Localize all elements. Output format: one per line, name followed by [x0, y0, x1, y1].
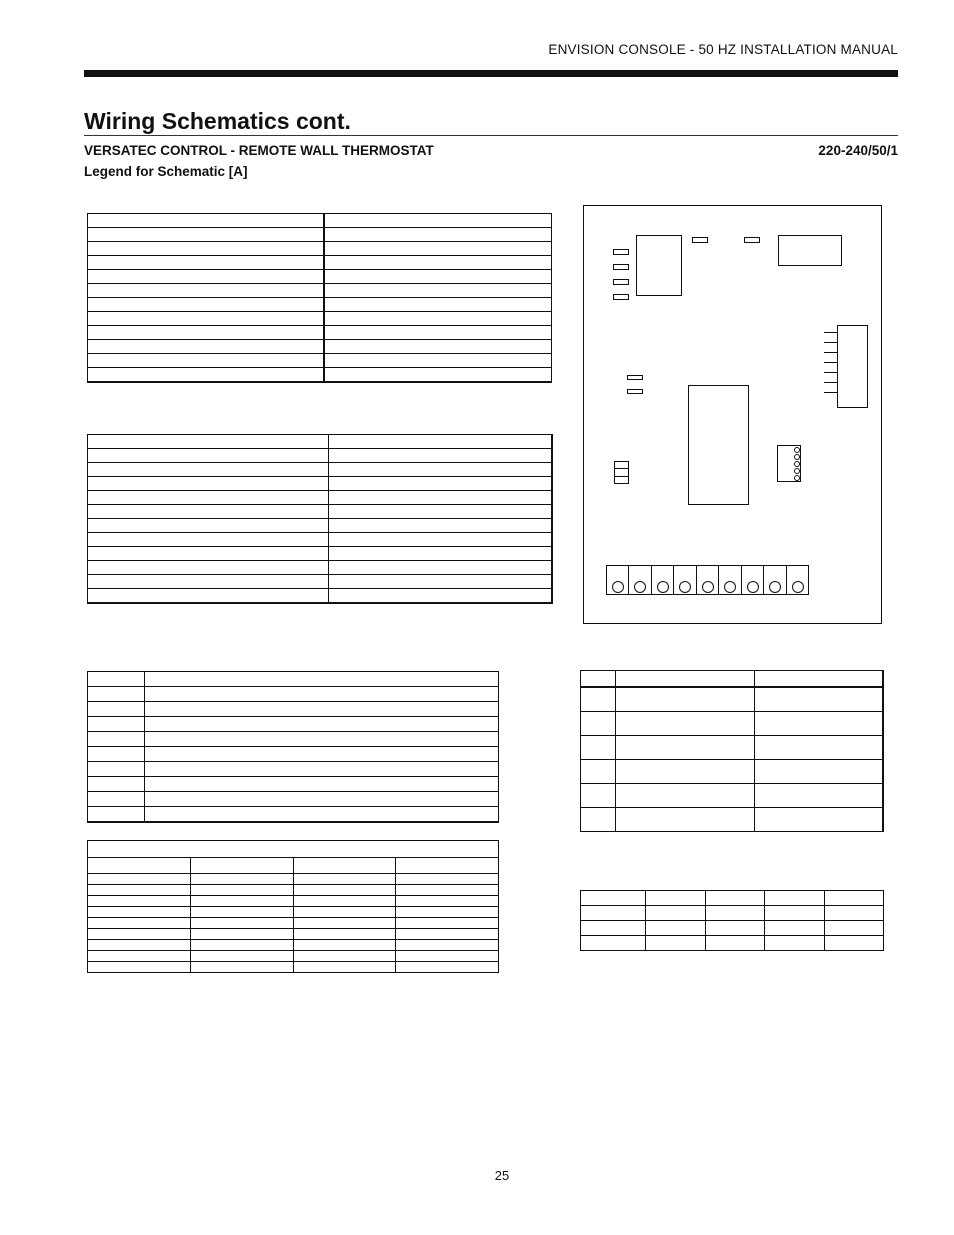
table-cell: [616, 784, 755, 808]
table-row: [88, 732, 499, 747]
table-cell: [324, 228, 552, 242]
table-cell: [88, 340, 325, 354]
table-title-cell: [88, 841, 499, 858]
board-jumper: [614, 461, 629, 484]
page-number: 25: [494, 1168, 510, 1183]
table-cell: [145, 762, 499, 777]
terminal-screw: [679, 581, 691, 593]
table-cell: [329, 505, 553, 519]
table-row: [88, 242, 552, 256]
table-header-cell: [190, 858, 293, 874]
table-row: [88, 284, 552, 298]
table-cell: [88, 547, 329, 561]
table-cell: [88, 505, 329, 519]
board-dip-toggle: [794, 475, 800, 481]
table-header-row: [88, 858, 499, 874]
board-pin: [824, 382, 837, 383]
table-cell: [88, 951, 191, 962]
legend-table-e: [580, 670, 884, 832]
table-cell: [293, 896, 396, 907]
table-cell: [581, 760, 616, 784]
table-row: [88, 505, 553, 519]
table-cell: [293, 929, 396, 940]
table-row: [88, 449, 553, 463]
table-cell: [396, 962, 499, 973]
table-cell: [88, 228, 325, 242]
table-cell: [824, 891, 884, 906]
table-cell: [324, 284, 552, 298]
board-jumper-divider: [614, 476, 629, 477]
table-cell: [145, 792, 499, 807]
table-cell: [324, 340, 552, 354]
table-cell: [88, 270, 325, 284]
table-cell: [324, 270, 552, 284]
table-cell: [324, 312, 552, 326]
table-row: [88, 762, 499, 777]
table-cell: [329, 561, 553, 575]
table-cell: [755, 760, 884, 784]
table-cell: [190, 907, 293, 918]
board-pin: [824, 372, 837, 373]
terminal-screw: [769, 581, 781, 593]
table-header-cell: [755, 671, 884, 688]
board-relay: [636, 235, 682, 296]
table-cell: [88, 907, 191, 918]
voltage-rating: 220-240/50/1: [818, 143, 898, 158]
table-cell: [705, 921, 765, 936]
table-row: [88, 533, 553, 547]
table-cell: [88, 672, 145, 687]
table-cell: [329, 477, 553, 491]
terminal-divider: [673, 565, 674, 595]
page-title: Wiring Schematics cont.: [84, 108, 351, 134]
table-cell: [324, 368, 552, 383]
table-cell: [396, 940, 499, 951]
table-row: [88, 896, 499, 907]
board-pin: [824, 392, 837, 393]
table-cell: [755, 687, 884, 712]
table-row: [88, 270, 552, 284]
table-cell: [88, 214, 325, 228]
table-cell: [88, 575, 329, 589]
table-row: [88, 491, 553, 505]
board-pin: [824, 332, 837, 333]
table-cell: [190, 885, 293, 896]
table-header-cell: [293, 858, 396, 874]
table-row: [88, 907, 499, 918]
board-connector-pin: [613, 279, 629, 285]
legend-table-b: [87, 434, 553, 604]
table-cell: [581, 906, 646, 921]
legend-table-d-body: [88, 841, 499, 973]
table-cell: [88, 326, 325, 340]
table-cell: [324, 298, 552, 312]
table-cell: [88, 435, 329, 449]
table-cell: [88, 561, 329, 575]
terminal-divider: [651, 565, 652, 595]
table-cell: [88, 807, 145, 823]
table-row: [581, 736, 884, 760]
table-cell: [145, 702, 499, 717]
table-cell: [293, 940, 396, 951]
table-cell: [396, 896, 499, 907]
table-cell: [145, 747, 499, 762]
legend-table-f: [580, 890, 884, 951]
table-cell: [396, 907, 499, 918]
table-cell: [293, 951, 396, 962]
table-cell: [88, 732, 145, 747]
table-cell: [329, 547, 553, 561]
table-cell: [324, 256, 552, 270]
table-row: [88, 368, 552, 383]
table-cell: [145, 807, 499, 823]
table-cell: [755, 808, 884, 832]
board-dip-toggle: [794, 447, 800, 453]
header-rule: [84, 70, 898, 77]
table-row: [88, 792, 499, 807]
table-row: [88, 228, 552, 242]
table-cell: [88, 940, 191, 951]
table-cell: [88, 885, 191, 896]
table-cell: [765, 906, 825, 921]
terminal-divider: [696, 565, 697, 595]
legend-table-d: [87, 840, 499, 973]
table-cell: [88, 368, 325, 383]
table-row: [88, 929, 499, 940]
board-pin: [824, 342, 837, 343]
table-cell: [705, 891, 765, 906]
table-title-row: [88, 841, 499, 858]
table-cell: [145, 777, 499, 792]
table-cell: [396, 929, 499, 940]
table-row: [581, 808, 884, 832]
table-cell: [88, 792, 145, 807]
table-row: [88, 777, 499, 792]
table-cell: [88, 477, 329, 491]
table-cell: [293, 874, 396, 885]
table-cell: [824, 906, 884, 921]
table-row: [88, 717, 499, 732]
table-cell: [824, 921, 884, 936]
table-cell: [646, 936, 706, 951]
table-row: [88, 874, 499, 885]
table-header-cell: [616, 671, 755, 688]
table-cell: [145, 672, 499, 687]
legend-heading: Legend for Schematic [A]: [84, 164, 248, 179]
board-connector-pin: [613, 249, 629, 255]
table-row: [581, 891, 884, 906]
table-cell: [329, 435, 553, 449]
table-cell: [765, 891, 825, 906]
table-cell: [646, 906, 706, 921]
table-cell: [329, 449, 553, 463]
table-cell: [190, 918, 293, 929]
table-cell: [88, 491, 329, 505]
table-row: [581, 687, 884, 712]
table-cell: [190, 951, 293, 962]
table-cell: [755, 712, 884, 736]
table-cell: [755, 736, 884, 760]
table-row: [88, 885, 499, 896]
terminal-screw: [702, 581, 714, 593]
table-row: [581, 784, 884, 808]
table-row: [88, 519, 553, 533]
table-cell: [293, 918, 396, 929]
table-cell: [646, 891, 706, 906]
table-cell: [88, 256, 325, 270]
table-cell: [581, 891, 646, 906]
table-cell: [616, 736, 755, 760]
table-row: [88, 312, 552, 326]
table-row: [88, 702, 499, 717]
table-cell: [88, 918, 191, 929]
table-cell: [329, 589, 553, 604]
board-dip-toggle: [794, 461, 800, 467]
table-cell: [88, 298, 325, 312]
table-cell: [88, 896, 191, 907]
board-pin: [824, 362, 837, 363]
table-cell: [88, 762, 145, 777]
table-row: [88, 463, 553, 477]
table-cell: [329, 463, 553, 477]
table-cell: [396, 885, 499, 896]
table-cell: [324, 242, 552, 256]
table-cell: [88, 717, 145, 732]
table-cell: [190, 929, 293, 940]
board-component: [778, 235, 842, 266]
table-cell: [190, 874, 293, 885]
table-row: [581, 760, 884, 784]
terminal-screw: [724, 581, 736, 593]
table-cell: [329, 533, 553, 547]
table-cell: [88, 449, 329, 463]
table-cell: [765, 921, 825, 936]
table-cell: [705, 936, 765, 951]
table-cell: [145, 687, 499, 702]
table-cell: [88, 589, 329, 604]
board-component: [627, 389, 643, 394]
table-row: [88, 687, 499, 702]
table-cell: [190, 940, 293, 951]
board-connector-pin: [613, 294, 629, 300]
table-row: [88, 354, 552, 368]
table-cell: [88, 463, 329, 477]
table-header-cell: [581, 671, 616, 688]
table-cell: [581, 784, 616, 808]
table-cell: [88, 929, 191, 940]
table-row: [88, 962, 499, 973]
running-header: ENVISION CONSOLE - 50 HZ INSTALLATION MANUAL: [548, 42, 898, 57]
terminal-divider: [718, 565, 719, 595]
table-cell: [616, 687, 755, 712]
table-row: [88, 256, 552, 270]
table-cell: [329, 491, 553, 505]
table-header-cell: [396, 858, 499, 874]
terminal-screw: [792, 581, 804, 593]
terminal-screw: [612, 581, 624, 593]
board-component: [627, 375, 643, 380]
board-pin: [824, 352, 837, 353]
table-cell: [581, 936, 646, 951]
table-cell: [88, 962, 191, 973]
table-row: [88, 747, 499, 762]
table-row: [581, 921, 884, 936]
table-row: [88, 477, 553, 491]
table-cell: [824, 936, 884, 951]
table-cell: [396, 951, 499, 962]
terminal-divider: [741, 565, 742, 595]
legend-table-a: [87, 213, 552, 383]
legend-table-c-body: [88, 672, 499, 823]
board-component: [692, 237, 708, 243]
table-cell: [616, 808, 755, 832]
table-cell: [88, 747, 145, 762]
table-cell: [329, 575, 553, 589]
table-cell: [88, 284, 325, 298]
table-row: [581, 906, 884, 921]
table-row: [581, 712, 884, 736]
terminal-screw: [634, 581, 646, 593]
table-cell: [145, 717, 499, 732]
terminal-divider: [763, 565, 764, 595]
board-header-connector: [837, 325, 868, 408]
table-row: [88, 951, 499, 962]
control-board-diagram: [583, 205, 882, 624]
legend-table-c: [87, 671, 499, 823]
table-cell: [581, 736, 616, 760]
board-dip-toggle: [794, 468, 800, 474]
table-cell: [88, 354, 325, 368]
title-rule: [84, 135, 898, 136]
board-component: [744, 237, 760, 243]
table-header-row: [581, 671, 884, 688]
table-cell: [88, 242, 325, 256]
table-cell: [616, 712, 755, 736]
table-header-cell: [88, 858, 191, 874]
board-dip-toggle: [794, 454, 800, 460]
table-cell: [88, 687, 145, 702]
table-row: [88, 940, 499, 951]
table-cell: [581, 808, 616, 832]
table-cell: [616, 760, 755, 784]
table-cell: [324, 354, 552, 368]
table-cell: [88, 777, 145, 792]
table-row: [88, 298, 552, 312]
table-cell: [88, 519, 329, 533]
table-cell: [190, 962, 293, 973]
table-cell: [329, 519, 553, 533]
terminal-screw: [747, 581, 759, 593]
legend-table-a-body: [88, 214, 552, 383]
terminal-divider: [628, 565, 629, 595]
section-subtitle: VERSATEC CONTROL - REMOTE WALL THERMOSTAT: [84, 143, 434, 158]
table-cell: [324, 214, 552, 228]
board-connector-pin: [613, 264, 629, 270]
table-cell: [145, 732, 499, 747]
table-row: [88, 807, 499, 823]
table-row: [88, 214, 552, 228]
table-row: [88, 435, 553, 449]
table-cell: [765, 936, 825, 951]
legend-table-b-body: [88, 435, 553, 604]
table-row: [88, 326, 552, 340]
table-cell: [324, 326, 552, 340]
table-row: [88, 575, 553, 589]
terminal-screw: [657, 581, 669, 593]
table-cell: [581, 712, 616, 736]
table-row: [581, 936, 884, 951]
table-cell: [88, 533, 329, 547]
table-cell: [396, 918, 499, 929]
table-row: [88, 918, 499, 929]
board-jumper-divider: [614, 468, 629, 469]
table-cell: [396, 874, 499, 885]
table-cell: [293, 962, 396, 973]
table-cell: [88, 312, 325, 326]
table-cell: [581, 687, 616, 712]
table-cell: [190, 896, 293, 907]
board-microcontroller: [688, 385, 749, 505]
legend-table-f-body: [581, 891, 884, 951]
table-cell: [581, 921, 646, 936]
table-row: [88, 547, 553, 561]
table-row: [88, 589, 553, 604]
table-row: [88, 672, 499, 687]
table-cell: [293, 907, 396, 918]
table-cell: [755, 784, 884, 808]
table-cell: [646, 921, 706, 936]
table-row: [88, 561, 553, 575]
terminal-divider: [786, 565, 787, 595]
table-cell: [293, 885, 396, 896]
legend-table-e-body: [581, 671, 884, 832]
table-cell: [88, 874, 191, 885]
table-cell: [88, 702, 145, 717]
table-row: [88, 340, 552, 354]
table-cell: [705, 906, 765, 921]
